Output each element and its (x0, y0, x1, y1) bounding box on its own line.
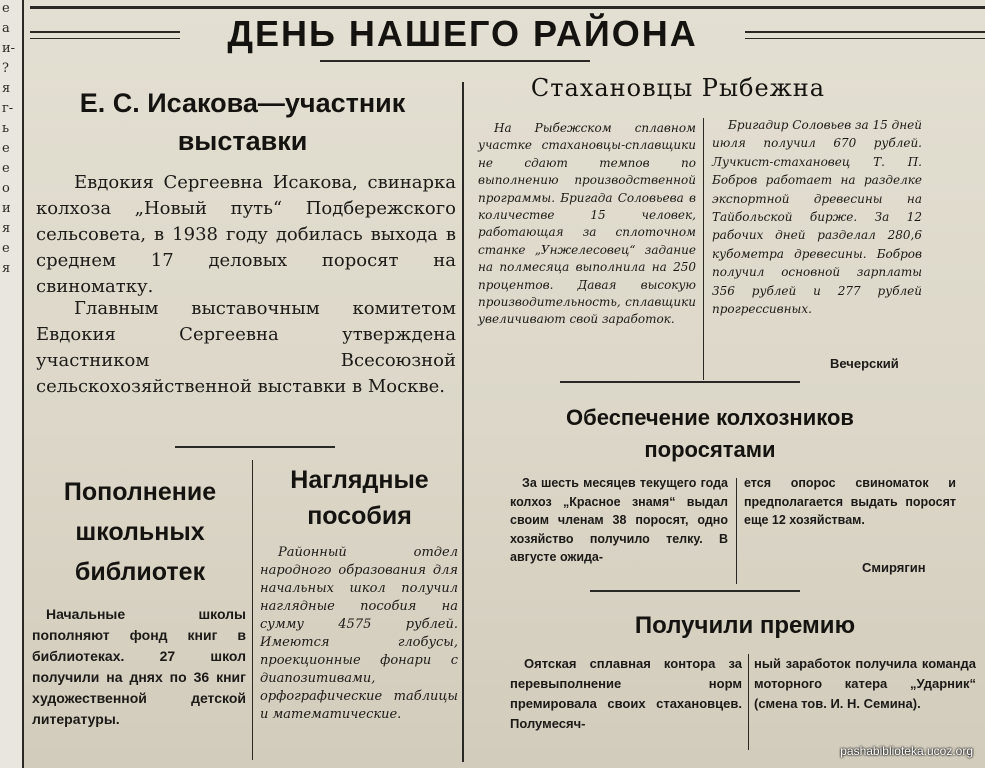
stakhanovtsy-column-2: Бригадир Соловьев за 15 дней июля получил 670 рублей. Лучкист-стахановец Т. П. Бобров работает на разделке экспортной древесины на Тайбольской бирже. За 12 рабочих дней разделал 280,6 кубометра древесины. Бобров получил основной зарплаты 356 рублей и 277 рублей прогрессивных. (712, 118, 922, 317)
visual-aids-body: Районный отдел народного образования для начальных школ получил наглядные пособия на сумму 4575 рублей. Имеются глобусы, проекционные фонари с диапозитивами, орфографические таблицы и математические. (260, 545, 458, 722)
page-banner: ДЕНЬ НАШЕГО РАЙОНА (227, 13, 698, 54)
isakova-paragraph-2: Главным выставочным комитетом Евдокия Сергеевна утверждена участником Всесоюзной сельскохозяйственной выставки в Москве. (36, 298, 456, 397)
section-divider-left (175, 446, 335, 448)
headline-premium: Получили премию (634, 612, 856, 639)
piglets-column-1: За шесть месяцев текущего года колхоз „Красное знамя“ выдал своим членам 38 поросят, одно хозяйство получило телку. В августе ожида- (510, 476, 728, 565)
section-divider-right-2 (590, 590, 800, 592)
margin-fragment: е (2, 1, 10, 16)
column-divider-lower-left (252, 460, 253, 760)
previous-column-edge (0, 0, 24, 768)
margin-fragment: я (2, 261, 11, 276)
margin-fragment: е (2, 161, 10, 176)
margin-fragment: а (2, 21, 10, 36)
margin-fragment: о (2, 181, 10, 196)
banner-rule-left (30, 31, 180, 33)
headline-libraries: Пополнение школьных библиотек (63, 478, 217, 586)
headline-isakova: Е. С. Исакова—участник выставки (79, 88, 406, 156)
column-divider-main (462, 82, 464, 762)
isakova-paragraph-1: Евдокия Сергеевна Исакова, свинарка колхоза „Новый путь“ Подбережского сельсовета, в 1938 году добилась выхода в среднем 17 деловых поросят на свиноматку. (36, 172, 456, 297)
premium-column-1: Оятская сплавная контора за перевыполнение норм премировала своих стахановцев. Полумесяч- (510, 656, 742, 731)
headline-stakhanovtsy: Стахановцы Рыбежна (530, 74, 826, 102)
top-rule (30, 6, 985, 9)
margin-fragment: г- (2, 101, 14, 116)
site-watermark: pashabiblioteka.ucoz.org (840, 744, 973, 758)
signature-smiryagin: Смирягин (862, 560, 926, 575)
column-divider-premium (748, 654, 749, 750)
banner-underline (320, 60, 590, 62)
signature-vechersky: Вечерский (830, 356, 899, 371)
column-divider-piglets (736, 478, 737, 584)
stakhanovtsy-column-1: На Рыбежском сплавном участке стахановцы-сплавщики не сдают темпов по выполнению производственной программы. Бригада Соловьева в количестве 15 человек, работающая за сплоточном станке „Унжелесовец“ задание на полмесяца выполнила на 250 процентов. Давая высокую производительность, сплавщики увеличивают свой заработок. (478, 121, 696, 327)
margin-fragment: я (2, 81, 11, 96)
banner-rule-left-2 (30, 38, 180, 39)
margin-fragment: ? (2, 61, 9, 76)
headline-piglets: Обеспечение колхозников поросятами (566, 405, 854, 462)
margin-fragment: я (2, 221, 11, 236)
column-divider-stakhanov (703, 118, 704, 380)
headline-visual-aids: Наглядные пособия (290, 466, 429, 530)
margin-fragment: е (2, 241, 10, 256)
margin-fragment: и- (2, 41, 16, 56)
piglets-column-2: ется опорос свиноматок и предполагается выдать поросят еще 12 хозяйствам. (744, 476, 956, 528)
margin-fragment: е (2, 141, 10, 156)
banner-rule-right (745, 31, 985, 33)
section-divider-right-1 (560, 381, 800, 383)
margin-fragment: и (2, 201, 11, 216)
banner-rule-right-2 (745, 38, 985, 39)
premium-column-2: ный заработок получила команда моторного катера „Ударник“ (смена тов. И. Н. Семина). (754, 656, 976, 711)
libraries-body: Начальные школы пополняют фонд книг в библиотеках. 27 школ получили на днях по 36 книг художественной детской литературы. (32, 606, 246, 727)
margin-fragment: ь (2, 121, 10, 136)
